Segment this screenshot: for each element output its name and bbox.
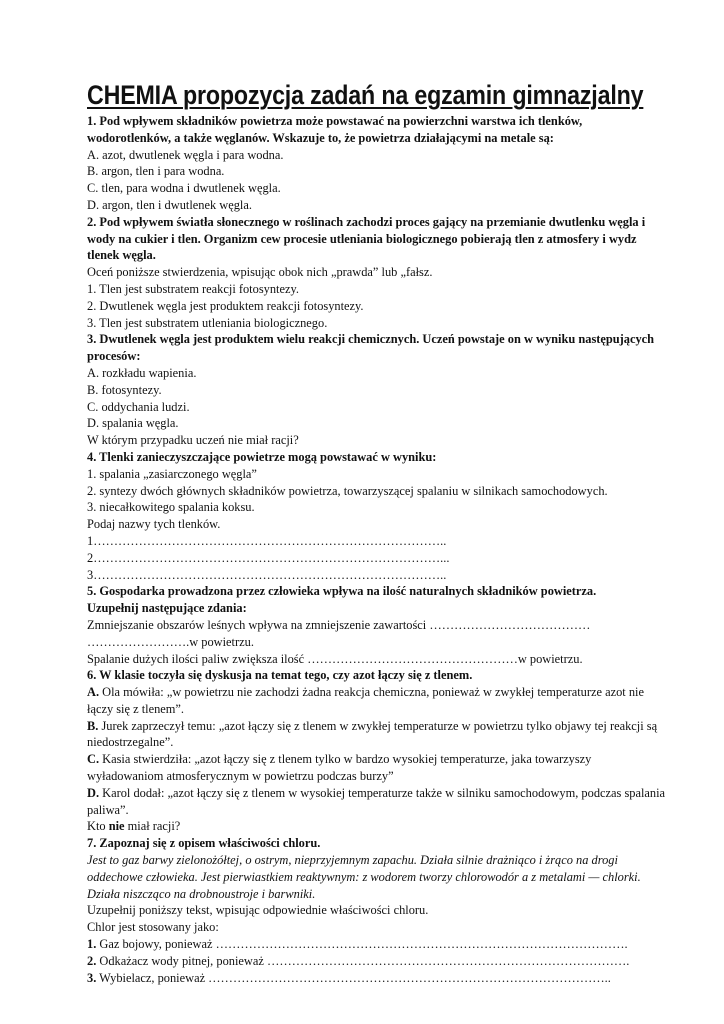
- question-prefix: Kto: [87, 819, 109, 834]
- statement-text: Karol dodał: „azot łączy się z tlenem w wysokiej temperaturze także w silniku samochodowym, podczas spalania paliwa”.: [87, 785, 666, 817]
- question-6-statement-a: [87, 684, 667, 718]
- use-number: 2.: [87, 953, 97, 968]
- question-2-text: 2. Pod wpływem światła słonecznego w roślinach zachodzi proces gający na przemianie dwutlenku węgla i wody na cukier i tlen. Organizm cew procesie utleniania biologicznego pobierają tlen z atmosfery i wydz tlenek węgla.: [87, 214, 646, 263]
- question-7-description: Jest to gaz barwy zielonożółtej, o ostrym, nieprzyjemnym zapachu. Działa silnie drażniąco i żrąco na drogi oddechowe człowieka. Jest pierwiastkiem reaktywnym: z wodorem tworzy chlorowodór a z metalami — chlorki. Działa niszcząco na drobnoustroje i barwniki.: [87, 853, 641, 901]
- question-6-statement-c: [87, 751, 667, 785]
- question-suffix: miał racji?: [124, 819, 181, 834]
- statement-letter: D.: [87, 785, 100, 800]
- question-6-question: [87, 818, 667, 835]
- question-3-option-c: C. oddychania ludzi.: [87, 399, 190, 414]
- statement-letter: A.: [87, 685, 100, 700]
- question-1-text: 1. Pod wpływem składników powietrza może powstawać na powierzchni warstwa ich tlenków, wodorotlenków, a także węglanów. Wskazuje to, że powietrza działającymi na metale są:: [87, 114, 583, 145]
- question-5-sentence-1: Zmniejszanie obszarów leśnych wpływa na zmniejszenie zawartości …………………………………: [87, 617, 591, 632]
- question-3-question: W którym przypadku uczeń nie miał racji?: [87, 433, 299, 448]
- question-1-option-a: A. azot, dwutlenek węgla i para wodna.: [87, 147, 284, 162]
- statement-letter: B.: [87, 718, 99, 733]
- question-5-text: 5. Gospodarka prowadzona przez człowieka wpływa na ilość naturalnych składników powietrza.: [87, 584, 597, 599]
- question-7-text: 7. Zapoznaj się z opisem właściwości chloru.: [87, 836, 321, 851]
- question-3-option-a: A. rozkładu wapienia.: [87, 365, 197, 380]
- question-1-option-d: D. argon, tlen i dwutlenek węgla.: [87, 197, 252, 212]
- statement-text: Kasia stwierdziła: „azot łączy się z tlenem tylko w bardzo wysokiej temperaturze, jaka towarzyszy wyładowaniom atmosferycznym w powietrzu podczas burzy”: [87, 752, 592, 784]
- question-7-use-2: [87, 953, 667, 970]
- question-5-instruction: Uzupełnij następujące zdania:: [87, 601, 247, 616]
- use-number: 1.: [87, 937, 97, 952]
- use-text: Gaz bojowy, ponieważ ……………………………………………………………………………………….: [96, 937, 628, 952]
- question-4-item-3: 3. niecałkowitego spalania koksu.: [87, 500, 255, 515]
- question-4-answer-blank-3: 3…………………………………………………………………………..: [87, 567, 447, 582]
- question-4-item-2: 2. syntezy dwóch głównych składników powietrza, towarzyszącej spalaniu w silnikach samochodowych.: [87, 483, 608, 498]
- question-4-answer-blank-2: 2…………………………………………………………………………...: [87, 550, 450, 565]
- question-4-instruction: Podaj nazwy tych tlenków.: [87, 517, 221, 532]
- statement-text: Jurek zaprzeczył temu: „azot łączy się z tlenem w zwykłej temperaturze w powietrzu tylko objawy tej reakcji są niedostrzegalne”.: [87, 718, 658, 750]
- question-3-option-d: D. spalania węgla.: [87, 416, 179, 431]
- question-6-statement-b: [87, 718, 667, 752]
- question-2-instruction: Oceń poniższe stwierdzenia, wpisując obok nich „prawda” lub „fałsz.: [87, 265, 433, 280]
- question-emphasis: nie: [108, 819, 125, 834]
- question-4-text: 4. Tlenki zanieczyszczające powietrze mogą powstawać w wyniku:: [87, 449, 437, 464]
- question-5-sentence-1-cont: …………………….w powietrzu.: [87, 634, 254, 649]
- page-title: CHEMIA propozycja zadań na egzamin gimnazjalny: [87, 80, 644, 110]
- question-3-text: 3. Dwutlenek węgla jest produktem wielu reakcji chemicznych. Uczeń powstaje on w wyniku następujących procesów:: [87, 332, 655, 364]
- question-6-text: 6. W klasie toczyła się dyskusja na temat tego, czy azot łączy się z tlenem.: [87, 668, 473, 683]
- question-7-use-3: [87, 970, 667, 987]
- question-4-item-1: 1. spalania „zasiarczonego węgla”: [87, 466, 257, 481]
- statement-text: Ola mówiła: „w powietrzu nie zachodzi żadna reakcja chemiczna, ponieważ w zwykłej temperaturze azot nie łączy się z tlenem”.: [87, 685, 644, 716]
- question-2-statement-2: 2. Dwutlenek węgla jest produktem reakcji fotosyntezy.: [87, 298, 364, 313]
- question-2-statement-1: 1. Tlen jest substratem reakcji fotosyntezy.: [87, 281, 299, 296]
- question-5-sentence-2: Spalanie dużych ilości paliw zwiększa ilość ……………………………………………w powietrzu.: [87, 651, 583, 666]
- question-7-use-1: [87, 936, 667, 953]
- question-3-option-b: B. fotosyntezy.: [87, 382, 162, 397]
- use-text: Wybielacz, ponieważ ……………………………………………………………………………………..: [96, 970, 611, 985]
- statement-letter: C.: [87, 752, 100, 767]
- use-number: 3.: [87, 970, 97, 985]
- question-4-answer-blank-1: 1…………………………………………………………………………..: [87, 533, 447, 548]
- question-6-statement-d: [87, 785, 667, 819]
- question-7-instruction: Uzupełnij poniższy tekst, wpisując odpowiednie właściwości chloru.: [87, 903, 429, 918]
- question-2-statement-3: 3. Tlen jest substratem utleniania biologicznego.: [87, 315, 328, 330]
- document-page: [87, 80, 667, 986]
- question-1-option-c: C. tlen, para wodna i dwutlenek węgla.: [87, 181, 281, 196]
- question-1-option-b: B. argon, tlen i para wodna.: [87, 164, 225, 179]
- use-text: Odkażacz wody pitnej, ponieważ …………………………………………………………………………….: [96, 953, 630, 968]
- question-7-lead: Chlor jest stosowany jako:: [87, 920, 219, 935]
